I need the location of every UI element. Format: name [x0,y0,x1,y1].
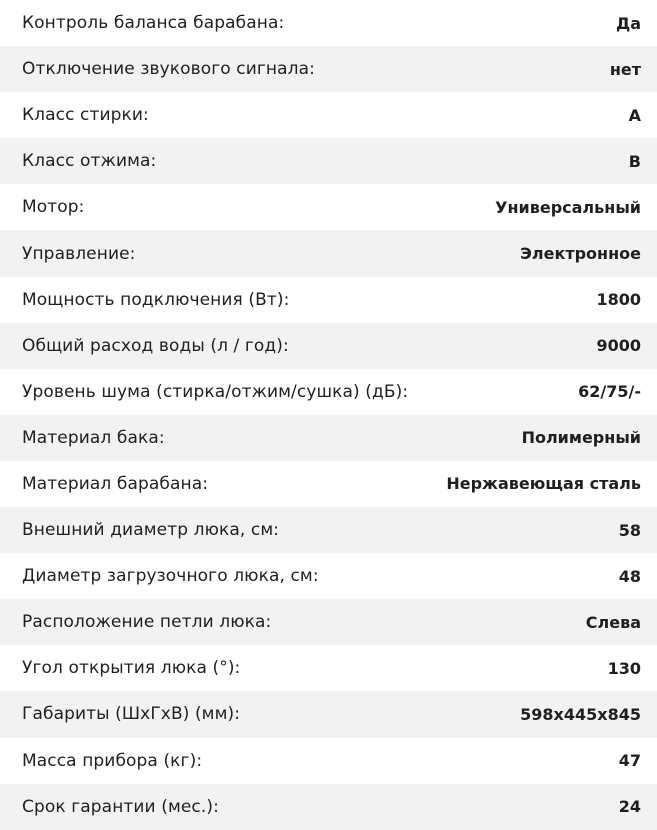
spec-value: Слева [585,612,641,632]
spec-row [0,415,657,461]
spec-row [0,92,657,138]
spec-row [0,738,657,784]
spec-value: A [628,105,641,125]
spec-row [0,691,657,737]
spec-value: Электронное [520,244,641,264]
spec-row [0,645,657,691]
spec-label: Контроль баланса барабана: [22,13,285,34]
spec-value: 47 [618,751,641,771]
spec-row [0,277,657,323]
spec-value: Универсальный [495,197,641,217]
spec-value: 1800 [596,290,641,310]
spec-value: 24 [618,797,641,817]
spec-value: 48 [618,566,641,586]
spec-label: Расположение петли люка: [22,612,272,633]
spec-value: 130 [607,658,641,678]
spec-row [0,184,657,230]
spec-label: Отключение звукового сигнала: [22,59,315,80]
spec-row [0,507,657,553]
spec-label: Класс стирки: [22,105,149,126]
spec-row [0,46,657,92]
spec-label: Габариты (ШхГхВ) (мм): [22,704,241,725]
spec-value: 58 [618,520,641,540]
spec-label: Мотор: [22,197,85,218]
spec-value: Да [615,13,641,33]
spec-label: Угол открытия люка (°): [22,658,241,679]
spec-value: 9000 [596,336,641,356]
spec-row [0,323,657,369]
spec-label: Уровень шума (стирка/отжим/сушка) (дБ): [22,381,409,402]
spec-label: Мощность подключения (Вт): [22,289,290,310]
spec-row [0,461,657,507]
spec-row [0,230,657,276]
spec-label: Материал барабана: [22,473,209,494]
spec-value: 598x445x845 [520,704,641,724]
spec-label: Материал бака: [22,427,165,448]
spec-value: B [628,151,641,171]
spec-value: 62/75/- [578,382,641,402]
spec-row [0,553,657,599]
spec-label: Срок гарантии (мес.): [22,796,219,817]
spec-row [0,138,657,184]
spec-value: Нержавеющая сталь [446,474,641,494]
spec-value: Полимерный [521,428,641,448]
spec-label: Внешний диаметр люка, см: [22,520,280,541]
spec-label: Управление: [22,243,136,264]
spec-label: Класс отжима: [22,151,157,172]
spec-row [0,369,657,415]
spec-label: Масса прибора (кг): [22,750,203,771]
spec-row [0,0,657,46]
spec-label: Диаметр загрузочного люка, см: [22,566,319,587]
spec-row [0,784,657,830]
spec-label: Общий расход воды (л / год): [22,335,289,356]
spec-value: нет [609,59,641,79]
spec-row [0,599,657,645]
